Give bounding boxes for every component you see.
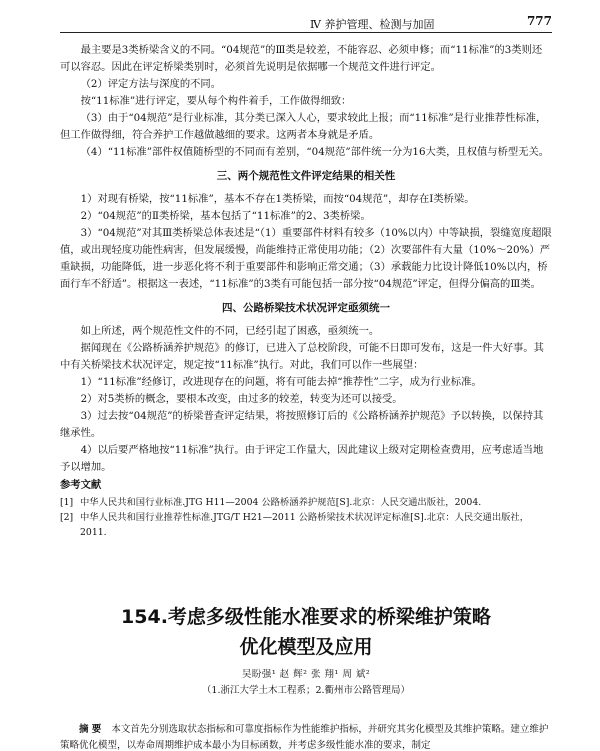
reference-number: [1] [60, 497, 74, 508]
section4-paragraph-1: 如上所述，两个规范性文件的不同，已经引起了困惑，亟须统一。 [80, 325, 380, 337]
section3-paragraph-1: 1）对现有桥梁，按“11标准”，基本不存在1类桥梁，而按“04规范”，却存在Ⅰ类桥梁。 [80, 193, 475, 205]
section4-paragraph-3: 1）“11标准”经修订，改进现存在的问题，将有可能去掉“推荐性”二字，成为行业标准。 [80, 376, 482, 388]
article-body [60, 42, 552, 540]
article-affiliations: （1.浙江大学土木工程系；2.衢州市公路管理局） [201, 685, 411, 696]
intro-paragraph-2: （2）评定方法与深度的不同。 [80, 78, 222, 90]
section4-paragraph-4: 2）对5类桥的概念，要根本改变，由过多的较差，转变为还可以接受。 [80, 393, 403, 405]
article-authors: 吴盼强¹ 赵 辉² 张 翔¹ 周 斌² [241, 669, 371, 680]
section4-paragraph-2: 据闻现在《公路桥涵养护规范》的修订，已进入了总校阶段，可能不日即可发布，这是一件大好事。其中有关桥梁技术状况评定，规定按“11标准”执行。对此，我们可以作一些展望： [60, 342, 544, 371]
section4-paragraph-5: 3）过去按“04规范”的桥梁普查评定结果，将按照修订后的《公路桥涵养护规范》予以转换，以保持其继承性。 [60, 410, 544, 439]
running-head [60, 14, 552, 33]
reference-item [60, 510, 552, 540]
intro-paragraph-4: （3）由于“04规范”是行业标准，其分类已深入人心，要求较此上报；而“11标准”是行业推荐性标准，但工作做得细，符合养护工作越做越细的要求。这两者本身就是矛盾。 [60, 112, 547, 141]
abstract [60, 722, 552, 751]
intro-paragraph-1: 最主要是3类桥梁含义的不同。“04规范”的Ⅲ类是较差，不能容忍、必须申修；而“11标准”的3类则还可以容忍。因此在评定桥梁类别时，必须首先说明是依据哪一个规范文件进行评定。 [60, 44, 543, 73]
section3-paragraph-3: 3）“04规范”对其Ⅲ类桥梁总体表述是“（1）重要部件材料有较多（10%以内）中等缺损，裂缝宽度超限值，或出现轻度功能性病害，但发展缓慢，尚能维持正常使用功能；（2）次要部件有大量（10%～20%）严重缺损，功能降低，进一步恶化将不利于重要部件和影响正常交通；（3）承载能力比设计降低10%以内，桥面行车不舒适”。根据这一表述，“11标准”的3类有可能包括一部分按“04规范”评定，但得分偏高的Ⅲ类。 [60, 227, 552, 290]
reference-item [60, 495, 552, 510]
article-title-line-2: 优化模型及应用 [239, 636, 373, 658]
references-title: 参考文献 [60, 479, 102, 491]
article-title-line-1: 154.考虑多级性能水准要求的桥梁维护策略 [121, 606, 491, 628]
section4-paragraph-6: 4）以后要严格地按“11标准”执行。由于评定工作量大，因此建议上级对定期检查费用，应考虑适当地予以增加。 [60, 444, 544, 473]
reference-text: 中华人民共和国行业推荐性标准.JTG/T H21—2011 公路桥梁技术状况评定标准[S].北京：人民交通出版社，2011. [80, 512, 530, 538]
section3-paragraph-2: 2）“04规范”的Ⅱ类桥梁，基本包括了“11标准”的2、3类桥梁。 [80, 210, 371, 222]
section-heading-4: 四、公路桥梁技术状况评定亟须统一 [222, 302, 390, 314]
page-number: 777 [526, 14, 552, 28]
article-title [60, 602, 552, 662]
intro-paragraph-3: 按“11标准”进行评定，要从每个构件着手，工作做得细致： [80, 95, 352, 107]
running-head-section: Ⅳ 养护管理、检测与加固 [310, 18, 435, 31]
reference-text: 中华人民共和国行业标准.JTG H11—2004 公路桥涵养护规范[S].北京：人民交通出版社，2004. [80, 497, 482, 508]
section-heading-3: 三、两个规范性文件评定结果的相关性 [216, 170, 396, 182]
abstract-label: 摘 要 [79, 723, 102, 735]
reference-number: [2] [60, 512, 74, 523]
abstract-text: 本文首先分别选取状态指标和可靠度指标作为性能维护指标，并研究其劣化模型及其维护策略。建立维护策略优化模型，以寿命周期维护成本最小为目标函数，并考虑多级性能水准的要求，制定 [60, 723, 549, 751]
intro-paragraph-5: （4）“11标准”部件权值随桥型的不同而有差别，“04规范”部件统一分为16大类，且权值与桥型无关。 [80, 146, 550, 158]
